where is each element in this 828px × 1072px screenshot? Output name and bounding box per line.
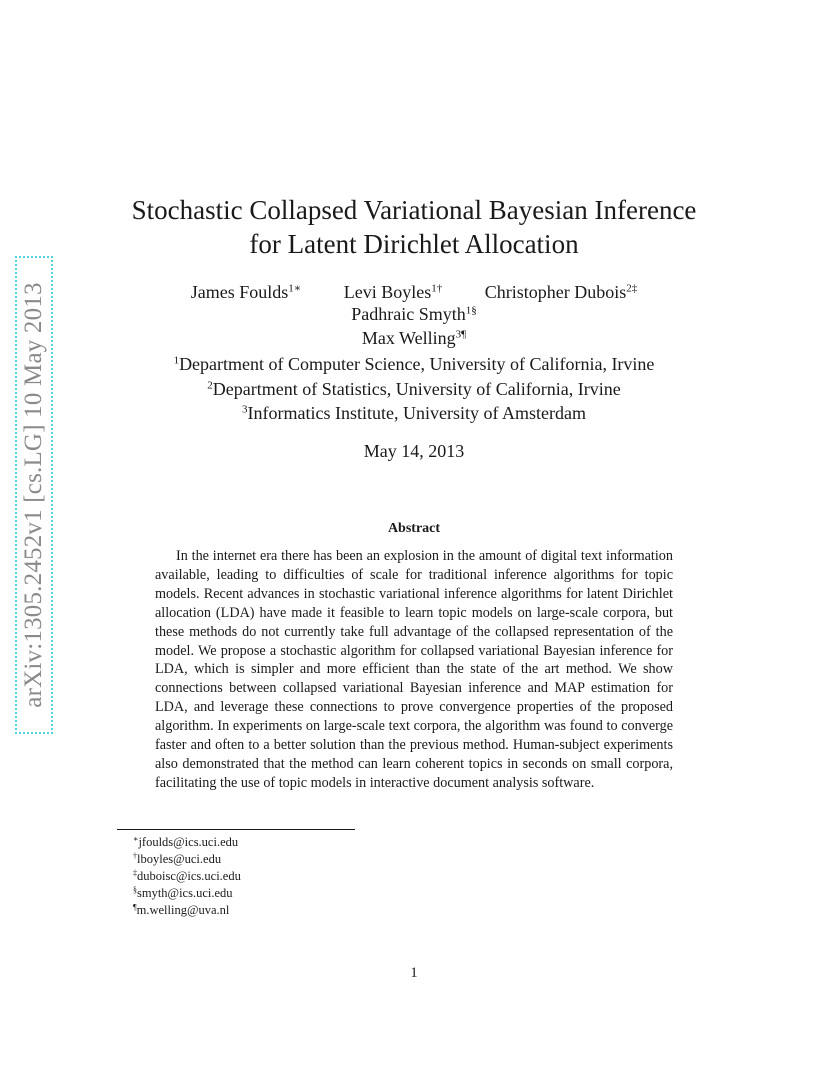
footnote-email: ∗jfoulds@ics.uci.edu [133,834,239,849]
title-line-2: for Latent Dirichlet Allocation [249,229,579,259]
author-dubois: Christopher Dubois$^{2\ddagger}$ [484,282,638,302]
paper-title [0,193,828,261]
affiliation-3: $^3$Informatics Institute, University of Amsterdam [242,403,586,423]
abstract-heading: Abstract [387,521,441,536]
author-foulds: James Foulds$^{1∗}$ [190,282,302,302]
author-welling: Max Welling$^{3\P}$ [361,328,467,348]
affiliation-2: $^2$Department of Statistics, University of California, Irvine [207,379,621,399]
footnote-divider [117,829,355,830]
footnote-email: ‡duboisc@ics.uci.edu [133,868,241,883]
author-mark: 1∗ [288,282,302,295]
publication-date: May 14, 2013 [363,441,465,461]
footnote-email: §smyth@ics.uci.edu [133,885,233,900]
author-list [0,281,828,303]
author-mark: 3¶ [455,328,467,341]
affiliation-mark: 3 [242,403,248,416]
footnotes [133,834,241,919]
footnote-email: †lboyles@uci.edu [133,851,222,866]
abstract-body: In the internet era there has been an explosion in the amount of digital text information available, leading to difficulties of scale for traditional inference algorithms for topic models. Recent advances in stochastic variational inference algorithms for latent Dirichlet allocation (LDA) have made it feasible to learn topic models on large-scale corpora, but these methods do not currently take full advantage of the collapsed representation of the model. We propose a stochastic algorithm for collapsed variational Bayesian inference for LDA, which is simpler and more efficient than the state of the art method. We show connections between collapsed variational Bayesian inference and MAP estimation for LDA, and leverage these connections to prove convergence properties of the proposed algorithm. In experiments on large-scale text corpora, the algorithm was found to converge faster and often to a better solution than the previous method. Human-subject experiments also demonstrated that the method can learn coherent topics in seconds on small corpora, facilitating the use of topic models in interactive document analysis software. [155,548,673,791]
author-smyth: Padhraic Smyth$^{1\S}$ [351,304,477,324]
author-mark: 2‡ [626,282,638,295]
author-mark: 1§ [465,304,477,317]
footnote-email: ¶m.welling@uva.nl [133,902,230,917]
page-number: 1 [410,965,418,981]
affiliation-mark: 1 [173,354,180,367]
affiliation-mark: 2 [207,379,213,392]
author-boyles: Levi Boyles$^{1\dagger}$ [343,282,443,302]
affiliation-1: $^1$Department of Computer Science, University of California, Irvine [173,354,655,374]
author-mark: 1† [431,282,443,295]
arxiv-identifier: arXiv:1305.2452v1 [cs.LG] 10 May 2013 [20,282,47,708]
title-line-1: Stochastic Collapsed Variational Bayesian Inference [131,195,697,225]
